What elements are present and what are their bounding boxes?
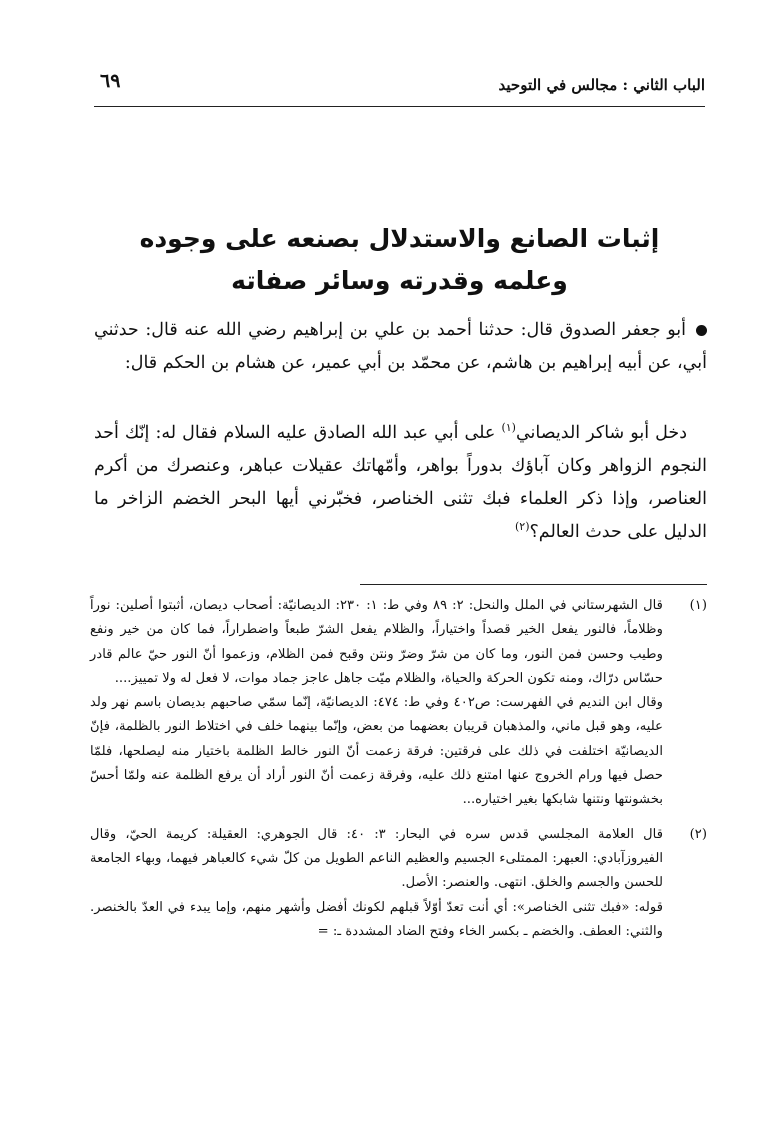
- footnote-paragraph: قال الشهرستاني في الملل والنحل: ٢: ٨٩ وفي ط: ١: ٢٣٠: الديصانيّة: أصحاب ديصان، أثبتوا أصلين: نوراً وظلاماً، فالنور يفعل الخير قصداً واختياراً، والظلام يفعل الشرّ طبعاً واضطراراً، فما كان من خير ونفع وطيب وحسن فمن النور، وما كان من شرّ وضرّ ونتن وقبح فمن الظلام، وزعموا أنّ النور حيّ عالم قادر حسّاس درّاك، ومنه تكون الحركة والحياة، والظلام ميّت جاهل عاجز جماد موات، لا فعل له ولا تمييز....: [90, 598, 663, 686]
- narration-chain-paragraph: [94, 314, 707, 380]
- footnote-spacer: [90, 813, 707, 823]
- footnote-paragraph: قال العلامة المجلسي قدس سره في البحار: ٣: ٤٠: قال الجوهري: العقيلة: كريمة الحيّ، وقال الفيروزآبادي: العبهر: الممتلىء الجسيم والعظيم الناعم الطويل من كلّ شيء كالعباهر فيهما، وبهاء الجامعة للحسن والجسم والخلق. انتهى. والعنصر: الأصل.: [90, 826, 663, 891]
- page-header: [94, 70, 705, 107]
- footnote-marker-1: (١): [501, 421, 516, 435]
- page-number: ٦٩: [100, 70, 121, 92]
- running-head: الباب الثاني : مجالس في التوحيد: [498, 76, 705, 94]
- footnote-paragraph: وقال ابن النديم في الفهرست: ص٤٠٢ وفي ط: ٤٧٤: الديصانيّة، إنّما سمّي صاحبهم بديصان باسم نهر ولد عليه، وهو قبل ماني، والمذهبان قريبان بعضهما من بعض، وإنّما بينهما خلف في اختلاط النور بالظلمة، فإنّ الديصانيّة اختلفت في ذلك على فرقتين: فرقة زعمت أنّ النور خالط الظلمة باختيار منه ليصلحها، فلمّا حصل فيها ورام الخروج عنها امتنع ذلك عليه، وفرقة زعمت أنّ النور أراد أن يرفع الظلمة عنه ولمّا أحسّ بخشونتها ونتنها شابكها بغير اختياره...: [90, 695, 663, 808]
- footnote-marker-2: (٢): [515, 520, 530, 534]
- chapter-title-line-2: وعلمه وقدرته وسائر صفاته: [231, 266, 568, 295]
- footnotes: [90, 594, 707, 944]
- dialogue-text-rest: على أبي عبد الله الصادق عليه السلام فقال له: إنّك أحد النجوم الزواهر وكان آباؤك بدوراً بواهر، وأمّهاتك عقيلات عباهر، وعنصرك من أكرم العناصر، وإذا ذكر العلماء فبك تثنى الخناصر، فخبّرني أيها البحر الخضم الزاخر ما الدليل على حدث العالم؟: [94, 423, 707, 542]
- footnote-divider: [360, 584, 707, 585]
- footnote-paragraph: قوله: «فبك تثنى الخناصر»: أي أنت تعدّ أوّلاً قبلهم لكونك أفضل وأشهر منهم، وإما يبدء في العدّ بالخنصر. والثني: العطف. والخضم ـ بكسر الخاء وفتح الضاد المشددة ـ: =: [90, 899, 663, 939]
- dialogue-text-start: دخل أبو شاكر الديصاني: [515, 423, 687, 443]
- chapter-title: [94, 218, 705, 302]
- bullet-icon: [696, 325, 707, 336]
- footnote-number: (٢): [689, 826, 707, 842]
- footnote-1: [90, 594, 707, 813]
- footnote-2: [90, 823, 707, 944]
- dialogue-paragraph: [94, 417, 707, 549]
- chapter-title-line-1: إثبات الصانع والاستدلال بصنعه على وجوده: [139, 224, 660, 253]
- footnote-number: (١): [689, 598, 707, 613]
- narration-chain-text: أبو جعفر الصدوق قال: حدثنا أحمد بن علي بن إبراهيم رضي الله عنه قال: حدثني أبي، عن أبيه إبراهيم بن هاشم، عن محمّد بن أبي عمير، عن هشام بن الحكم قال:: [94, 320, 707, 373]
